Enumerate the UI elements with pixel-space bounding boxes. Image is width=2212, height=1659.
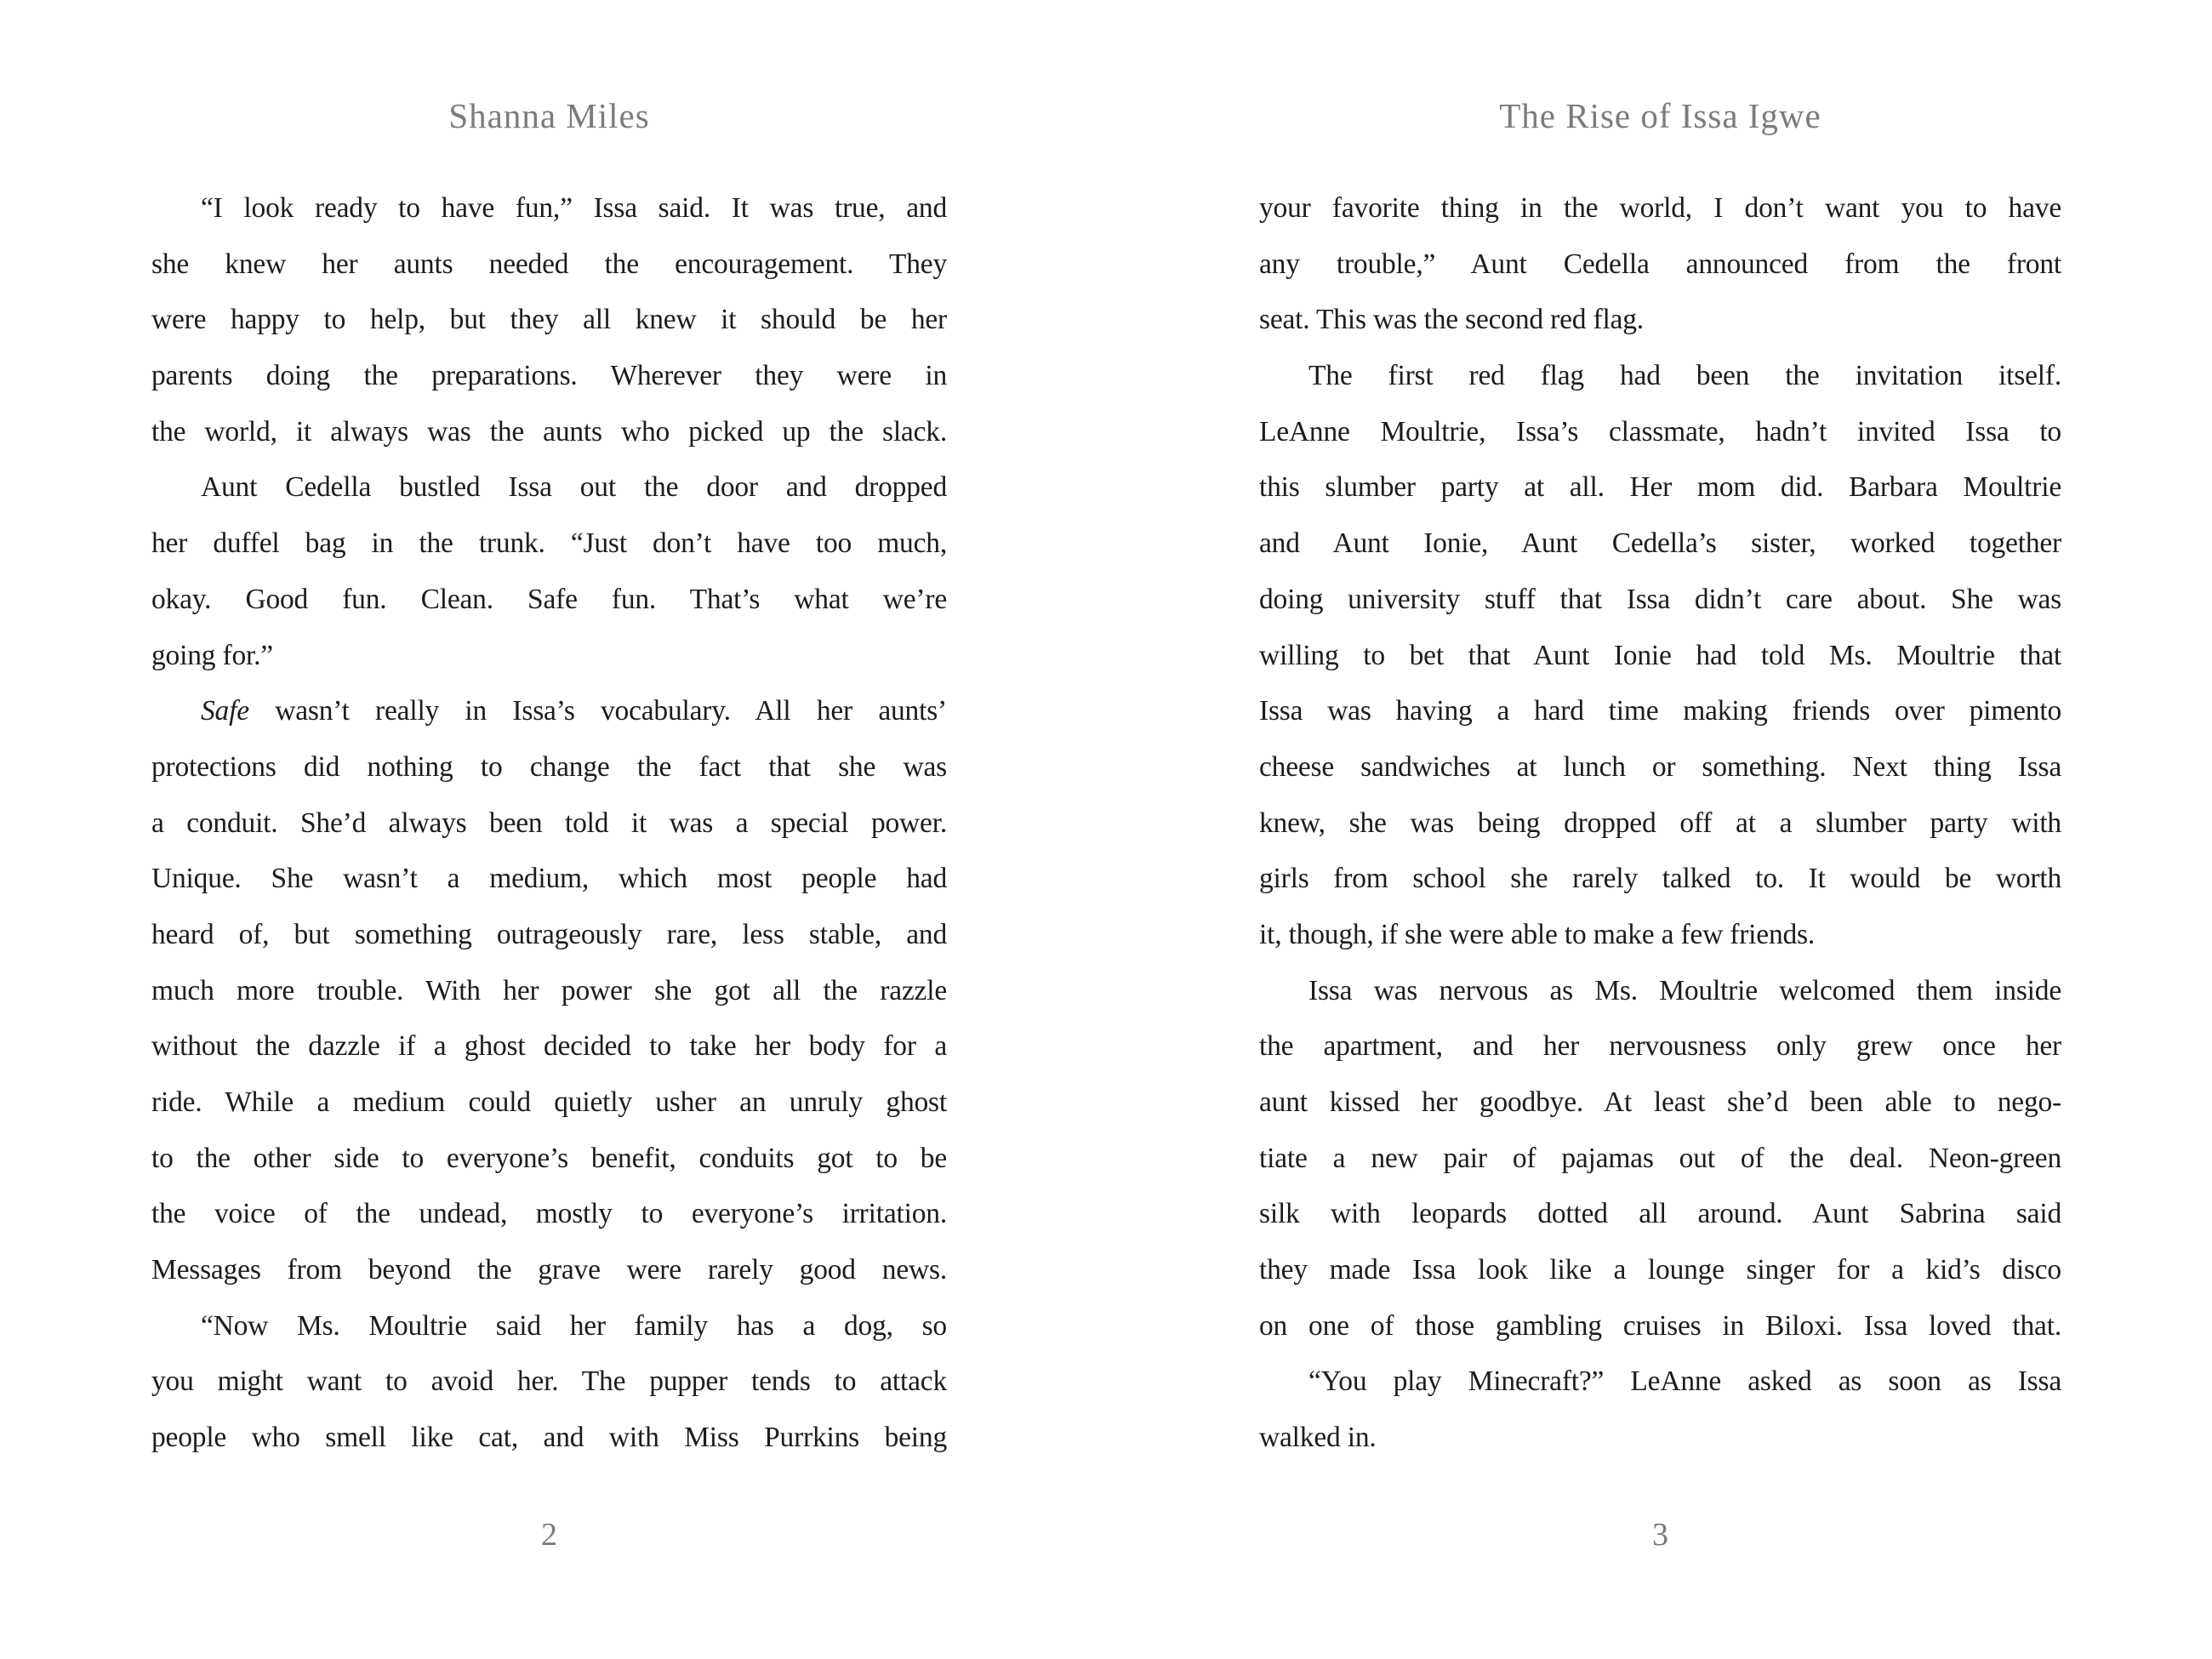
- text-line: much more trouble. With her power she got all the razzle: [151, 974, 947, 1006]
- text-line: aunt kissed her goodbye. At least she’d been able to nego-: [1259, 1086, 2061, 1118]
- text-line: girls from school she rarely talked to. It would be worth: [1259, 863, 2061, 895]
- text-line: on one of those gambling cruises in Biloxi. Issa loved that.: [1259, 1309, 2061, 1342]
- text-line: okay. Good fun. Clean. Safe fun. That’s what we’re: [151, 583, 947, 615]
- text-line: seat. This was the second red flag.: [1259, 304, 1644, 336]
- page-number-left: 2: [541, 1517, 557, 1553]
- text-line: were happy to help, but they all knew it should be her: [151, 304, 947, 336]
- text-line: protections did nothing to change the fact that she was: [151, 750, 947, 783]
- text-line: Unique. She wasn’t a medium, which most people had: [151, 863, 947, 895]
- text-line: it, though, if she were able to make a few friends.: [1259, 918, 1816, 950]
- text-line: her duffel bag in the trunk. “Just don’t have too much,: [151, 527, 947, 560]
- text-line: [151, 683, 947, 739]
- text-line: Issa was nervous as Ms. Moultrie welcomed them inside: [1308, 974, 2061, 1006]
- text-line: “I look ready to have fun,” Issa said. It was true, and: [201, 192, 947, 224]
- text-line: without the dazzle if a ghost decided to take her body for a: [151, 1030, 947, 1063]
- right-page-text-block: [1259, 180, 2061, 1466]
- text-line: the apartment, and her nervousness only grew once her: [1259, 1030, 2061, 1063]
- text-line: to the other side to everyone’s benefit, conduits got to be: [151, 1142, 947, 1174]
- text-line: ride. While a medium could quietly usher an unruly ghost: [151, 1086, 947, 1118]
- text-line: and Aunt Ionie, Aunt Cedella’s sister, worked together: [1259, 527, 2061, 560]
- text-line: “You play Minecraft?” LeAnne asked as soon as Issa: [1308, 1365, 2061, 1398]
- text-line: cheese sandwiches at lunch or something. Next thing Issa: [1259, 750, 2061, 783]
- text-line-rest: wasn’t really in Issa’s vocabulary. All her aunts’: [248, 695, 947, 727]
- text-line: parents doing the preparations. Wherever they were in: [151, 360, 947, 392]
- text-line: they made Issa look like a lounge singer for a kid’s disco: [1259, 1254, 2061, 1286]
- running-header-title: The Rise of Issa Igwe: [1499, 96, 1821, 135]
- running-header-author: Shanna Miles: [448, 96, 650, 135]
- text-line: the voice of the undead, mostly to everyone’s irritation.: [151, 1198, 947, 1230]
- text-line: people who smell like cat, and with Miss Purrkins being: [151, 1422, 947, 1454]
- text-line: heard of, but something outrageously rare, less stable, and: [151, 918, 947, 950]
- text-line: going for.”: [151, 639, 273, 671]
- text-line: LeAnne Moultrie, Issa’s classmate, hadn’t invited Issa to: [1259, 415, 2061, 448]
- text-line: “Now Ms. Moultrie said her family has a dog, so: [201, 1309, 947, 1342]
- text-line: a conduit. She’d always been told it was a special power.: [151, 807, 947, 839]
- text-line: knew, she was being dropped off at a slumber party with: [1259, 807, 2061, 839]
- text-line: The first red flag had been the invitation itself.: [1308, 360, 2061, 392]
- text-line: any trouble,” Aunt Cedella announced from the front: [1259, 248, 2061, 280]
- text-line: the world, it always was the aunts who picked up the slack.: [151, 415, 947, 448]
- text-line: tiate a new pair of pajamas out of the deal. Neon-green: [1259, 1142, 2061, 1174]
- page-number-right: 3: [1652, 1517, 1668, 1553]
- left-page-text-block: [151, 180, 947, 1466]
- text-line: she knew her aunts needed the encouragement. They: [151, 248, 947, 280]
- text-line: Aunt Cedella bustled Issa out the door and dropped: [201, 471, 947, 504]
- text-line: silk with leopards dotted all around. Aunt Sabrina said: [1259, 1198, 2061, 1230]
- text-line: Messages from beyond the grave were rarely good news.: [151, 1254, 947, 1286]
- text-line: your favorite thing in the world, I don’t want you to have: [1259, 192, 2061, 224]
- text-line: this slumber party at all. Her mom did. Barbara Moultrie: [1259, 471, 2061, 504]
- text-line: Issa was having a hard time making friends over pimento: [1259, 695, 2061, 727]
- italic-word: Safe: [201, 695, 249, 727]
- text-line: walked in.: [1259, 1422, 1377, 1454]
- text-line: willing to bet that Aunt Ionie had told Ms. Moultrie that: [1259, 639, 2061, 671]
- text-line: you might want to avoid her. The pupper tends to attack: [151, 1365, 947, 1398]
- text-line: doing university stuff that Issa didn’t care about. She was: [1259, 583, 2061, 615]
